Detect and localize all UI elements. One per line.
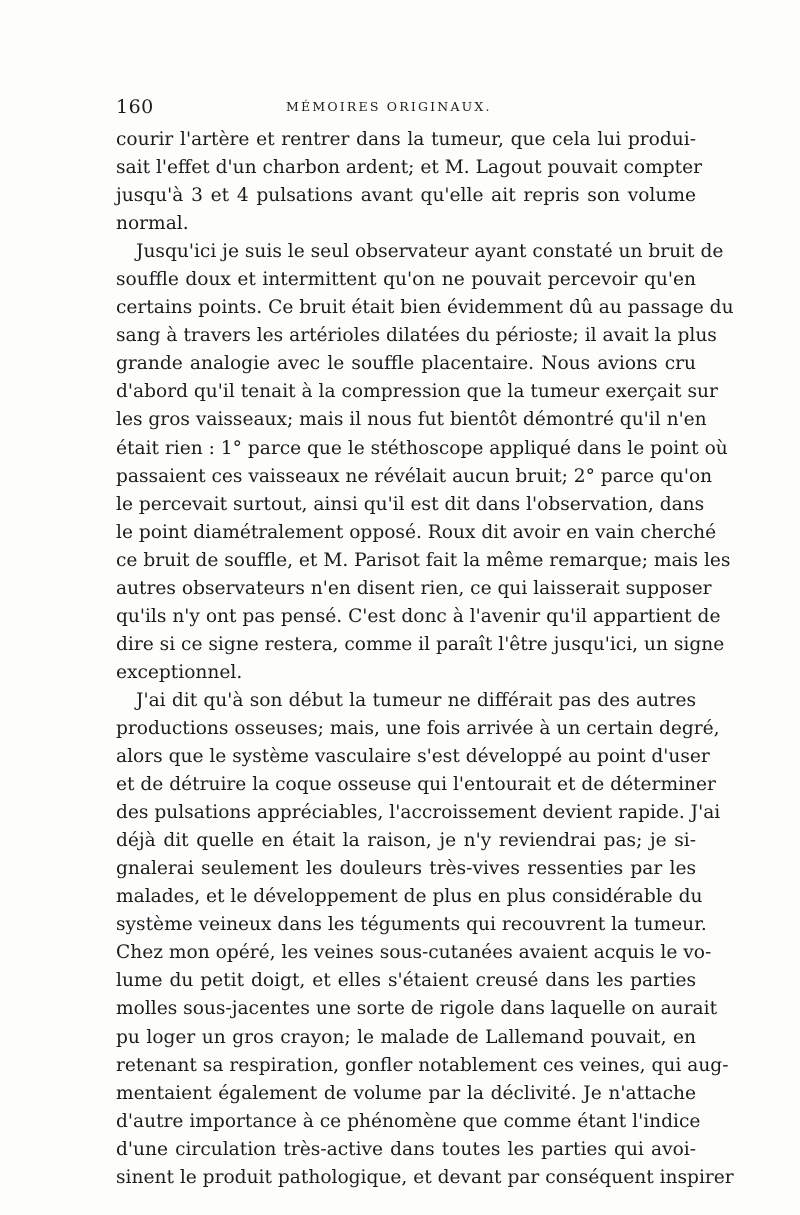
text-line: molles sous-jacentes une sorte de rigole dans laquelle on aurait xyxy=(116,998,718,1020)
text-line: Jusqu'ici je suis le seul observateur ayant constaté un bruit de xyxy=(136,241,724,263)
text-line: d'une circulation très-active dans toutes les parties qui avoi- xyxy=(116,1138,696,1160)
text-line: était rien : 1° parce que le stéthoscope appliqué dans le point où xyxy=(116,437,728,459)
text-line: pu loger un gros crayon; le malade de Lallemand pouvait, en xyxy=(116,1026,696,1048)
text-line: et de détruire la coque osseuse qui l'entourait et de déterminer xyxy=(116,774,716,796)
text-line: passaient ces vaisseaux ne révélait aucun bruit; 2° parce qu'on xyxy=(116,465,713,487)
text-line: jusqu'à 3 et 4 pulsations avant qu'elle ait repris son volume xyxy=(116,185,696,207)
text-line: sang à travers les artérioles dilatées du périoste; il avait la plus xyxy=(116,325,717,347)
text-line: J'ai dit qu'à son début la tumeur ne différait pas des autres xyxy=(136,689,696,711)
text-line: certains points. Ce bruit était bien évidemment dû au passage du xyxy=(116,297,734,319)
text-line: alors que le système vasculaire s'est développé au point d'user xyxy=(116,746,710,768)
text-line: retenant sa respiration, gonfler notablement ces veines, qui aug- xyxy=(116,1054,729,1076)
text-line: déjà dit quelle en était la raison, je n'y reviendrai pas; je si- xyxy=(116,830,696,852)
text-line: autres observateurs n'en disent rien, ce qui laisserait supposer xyxy=(116,577,712,599)
running-head xyxy=(116,96,696,120)
text-line: productions osseuses; mais, une fois arrivée à un certain degré, xyxy=(116,717,720,739)
text-line: d'abord qu'il tenait à la compression que la tumeur exerçait sur xyxy=(116,381,718,403)
text-line: d'autre importance à ce phénomène que comme étant l'indice xyxy=(116,1110,701,1132)
text-line: gnalerai seulement les douleurs très-vives ressenties par les xyxy=(116,858,696,880)
text-line: des pulsations appréciables, l'accroissement devient rapide. J'ai xyxy=(116,802,721,824)
text-line: souffle doux et intermittent qu'on ne pouvait percevoir qu'en xyxy=(116,269,696,291)
text-line: ce bruit de souffle, et M. Parisot fait la même remarque; mais les xyxy=(116,549,731,571)
text-line: Chez mon opéré, les veines sous-cutanées avaient acquis le vo- xyxy=(116,942,712,964)
body-text xyxy=(116,126,734,1192)
text-line: grande analogie avec le souffle placentaire. Nous avions cru xyxy=(116,353,696,375)
text-line: exceptionnel. xyxy=(116,661,243,683)
text-line: courir l'artère et rentrer dans la tumeur, que cela lui produi- xyxy=(116,129,696,150)
text-line: sinent le produit pathologique, et devant par conséquent inspirer xyxy=(116,1166,734,1188)
text-line: les gros vaisseaux; mais il nous fut bientôt démontré qu'il n'en xyxy=(116,409,707,431)
text-line: le percevait surtout, ainsi qu'il est dit dans l'observation, dans xyxy=(116,493,705,515)
text-line: dire si ce signe restera, comme il paraît l'être jusqu'ici, un signe xyxy=(116,633,725,655)
text-line: normal. xyxy=(116,213,189,235)
text-line: le point diamétralement opposé. Roux dit avoir en vain cherché xyxy=(116,521,717,543)
text-line: qu'ils n'y ont pas pensé. C'est donc à l'avenir qu'il appartient de xyxy=(116,605,721,627)
page-number: 160 xyxy=(116,96,154,118)
text-line: mentaient également de volume par la déclivité. Je n'attache xyxy=(116,1082,696,1104)
text-line: lume du petit doigt, et elles s'étaient creusé dans les parties xyxy=(116,970,696,992)
text-line: malades, et le développement de plus en plus considérable du xyxy=(116,886,703,908)
text-line: système veineux dans les téguments qui recouvrent la tumeur. xyxy=(116,914,707,936)
running-title: MÉMOIRES ORIGINAUX. xyxy=(286,99,492,114)
text-line: sait l'effet d'un charbon ardent; et M. Lagout pouvait compter xyxy=(116,157,702,179)
